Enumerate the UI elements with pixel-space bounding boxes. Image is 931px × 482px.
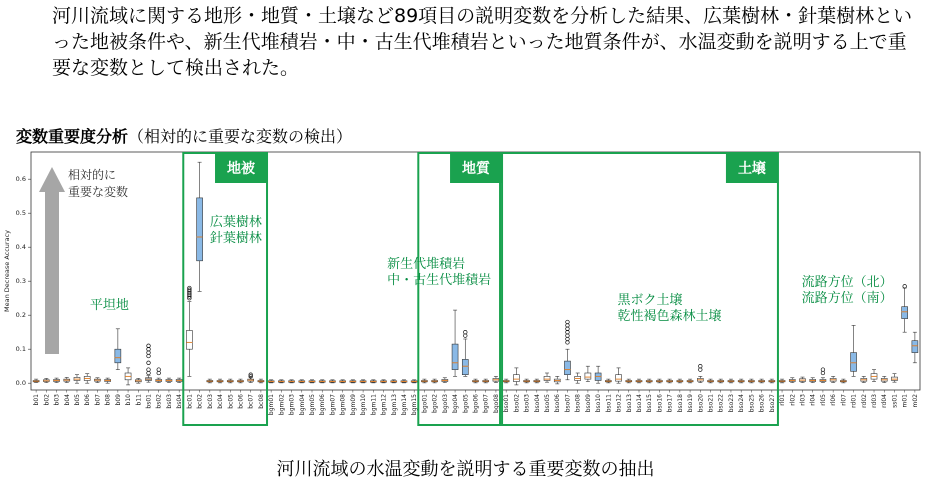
section-title-normal: （相対的に重要な変数の検出） [128,127,353,146]
x-tick-label-bgo04: bgo04 [452,394,460,413]
arrow-label-line: 重要な変数 [68,185,129,199]
x-tick-label-b06: b06 [84,394,92,406]
x-tick-label-bgm11: bgm11 [370,394,378,416]
box-m01 [902,307,908,319]
y-axis-label: Mean Decrease Accuracy [3,230,11,312]
x-tick-label-bc04: bc04 [217,394,225,409]
group-label-bgo01: 地質 [462,161,491,177]
x-tick-label-bso18: bso18 [676,394,684,413]
x-tick-label-bgo07: bgo07 [482,394,490,413]
x-tick-label-bso22: bso22 [717,394,725,413]
x-tick-label-bso04: bso04 [533,394,541,413]
x-tick-label-bso19: bso19 [687,394,695,413]
x-tick-label-bso11: bso11 [605,394,613,413]
x-tick-label-bso07: bso07 [564,394,572,413]
figure-caption: 河川流域の水温変動を説明する重要変数の抽出 [276,459,655,480]
x-tick-label-rl04: rl04 [809,394,817,406]
x-tick-label-bso14: bso14 [635,394,643,413]
outlier-m01 [903,285,907,289]
group-frame-bgo01 [418,153,502,425]
x-tick-label-bgm14: bgm14 [400,394,408,416]
box-m02 [912,341,918,353]
x-tick-label-b09: b09 [114,394,122,406]
x-tick-label-bgm07: bgm07 [329,394,337,416]
y-tick-label: 0.6 [15,175,26,184]
x-tick-label-bs02: bs02 [155,394,163,409]
x-tick-label-bso17: bso17 [666,394,674,413]
x-tick-label-ss01: ss01 [891,394,899,408]
annotation-bc03: 広葉樹林 [209,215,262,230]
x-tick-label-rl03: rl03 [799,394,807,406]
x-tick-label-bgo08: bgo08 [492,394,500,413]
y-tick-label: 0.0 [15,379,26,388]
annotation-bso07: 黒ボク土壌 [617,293,683,308]
x-tick-label-bso05: bso05 [544,394,552,413]
x-tick-label-bso10: bso10 [595,394,603,413]
x-tick-label-bgo05: bgo05 [462,394,470,413]
x-tick-label-bso08: bso08 [574,394,582,413]
box-b09 [115,349,121,363]
x-tick-label-b11: b11 [135,394,143,406]
x-tick-label-bgm10: bgm10 [360,394,368,416]
x-tick-label-rl06: rl06 [830,394,838,406]
x-tick-label-bso02: bso02 [513,394,521,413]
plot-frame [31,152,920,390]
y-tick-label: 0.1 [15,345,26,354]
box-bso02 [513,375,519,382]
x-tick-label-rl05: rl05 [819,394,827,406]
x-tick-label-bgm04: bgm04 [298,394,306,416]
annotation-bso07: 乾性褐色森林土壌 [617,309,722,324]
outlier-bs01 [147,361,151,365]
box-bc01 [186,331,192,350]
section-title-bold: 変数重要度分析 [16,127,129,146]
x-tick-label-bgo03: bgo03 [441,394,449,413]
x-tick-label-bso25: bso25 [748,394,756,413]
x-tick-label-bc01: bc01 [186,394,194,409]
annotation-bgo04: 中・古生代堆積岩 [387,273,492,288]
box-bso09 [585,373,591,379]
importance-boxplot [0,140,931,440]
x-tick-label-b10: b10 [125,394,133,406]
x-tick-label-bgm05: bgm05 [309,394,317,416]
x-tick-label-bs01: bs01 [145,394,153,409]
x-tick-label-bgm09: bgm09 [349,394,357,416]
x-tick-label-bgo01: bgo01 [421,394,429,413]
x-tick-label-bgm03: bgm03 [288,394,296,416]
box-bso05 [544,376,550,380]
x-tick-label-bso20: bso20 [697,394,705,413]
x-tick-label-b02: b02 [43,394,51,406]
x-tick-label-bso26: bso26 [758,394,766,413]
y-tick-label: 0.3 [15,277,26,286]
x-tick-label-rl01: rl01 [779,394,787,406]
x-tick-label-b05: b05 [73,394,81,406]
box-bgo05 [462,359,468,374]
x-tick-label-bso16: bso16 [656,394,664,413]
x-tick-label-bso24: bso24 [738,394,746,413]
x-tick-label-bgm08: bgm08 [339,394,347,416]
group-label-bc01: 地被 [227,161,256,177]
x-tick-label-bgo06: bgo06 [472,394,480,413]
annotation-rd01: 流路方位（南） [801,291,893,306]
x-tick-label-bs03: bs03 [165,394,173,409]
x-tick-label-bc03: bc03 [206,394,214,409]
x-tick-label-bc08: bc08 [257,394,265,409]
x-tick-label-bgm12: bgm12 [380,394,388,416]
x-tick-label-bso13: bso13 [625,394,633,413]
x-tick-label-b08: b08 [104,394,112,406]
intro-text: 河川流域に関する地形・地質・土壌など89項目の説明変数を分析した結果、広葉樹林・針葉樹林といった地被条件や、新生代堆積岩・中・古生代堆積岩といった地質条件が、水温変動を説明する上で重要な変数として検出された。 [52,5,913,79]
x-tick-label-bso03: bso03 [523,394,531,413]
x-tick-label-bgm02: bgm02 [278,394,286,416]
x-tick-label-rd04: rd04 [881,394,889,408]
x-tick-label-bc05: bc05 [227,394,235,409]
x-tick-label-m01: m01 [901,394,909,408]
x-tick-label-bgo02: bgo02 [431,394,439,413]
y-tick-label: 0.4 [15,243,26,252]
x-tick-label-rd01: rd01 [850,394,858,408]
annotation-bc03: 針葉樹林 [209,231,262,246]
box-rd01 [851,353,857,372]
x-tick-label-bgm15: bgm15 [411,394,419,416]
x-tick-label-b07: b07 [94,394,102,406]
box-bc02 [197,198,203,261]
x-tick-label-bso12: bso12 [615,394,623,413]
annotation-b09: 平坦地 [89,298,129,313]
box-bso12 [616,375,622,381]
x-tick-label-bgm01: bgm01 [268,394,276,416]
group-frame-bso01 [500,153,778,425]
x-tick-label-bso09: bso09 [584,394,592,413]
x-tick-label-m02: m02 [911,394,919,408]
x-tick-label-b04: b04 [63,394,71,406]
x-tick-label-bgm06: bgm06 [319,394,327,416]
x-tick-label-bgm13: bgm13 [390,394,398,416]
arrow-label-line: 相対的に [68,168,117,182]
x-tick-label-b01: b01 [33,394,41,406]
x-tick-label-bso15: bso15 [646,394,654,413]
x-tick-label-rl02: rl02 [789,394,797,406]
x-tick-label-bc02: bc02 [196,394,204,409]
x-tick-label-bs04: bs04 [176,394,184,409]
x-tick-label-rl07: rl07 [840,394,848,406]
x-tick-label-bc06: bc06 [237,394,245,409]
y-tick-label: 0.5 [15,209,26,218]
y-tick-label: 0.2 [15,311,26,320]
box-bgo04 [452,344,458,370]
x-tick-label-bc07: bc07 [247,394,255,409]
x-tick-label-rd03: rd03 [871,394,879,408]
group-label-bso01: 土壌 [737,161,766,177]
box-bso07 [564,361,570,375]
annotation-bgo04: 新生代堆積岩 [387,257,466,272]
x-tick-label-bso06: bso06 [554,394,562,413]
x-tick-label-bso23: bso23 [727,394,735,413]
group-frame-bc01 [183,153,267,425]
x-tick-label-rd02: rd02 [860,394,868,408]
x-tick-label-b03: b03 [53,394,61,406]
annotation-rd01: 流路方位（北） [801,275,893,290]
x-tick-label-bso27: bso27 [768,394,776,413]
importance-arrow-shaft [45,192,59,354]
x-tick-label-bso21: bso21 [707,394,715,413]
x-tick-label-bso01: bso01 [503,394,511,413]
importance-arrow-head [39,167,65,192]
